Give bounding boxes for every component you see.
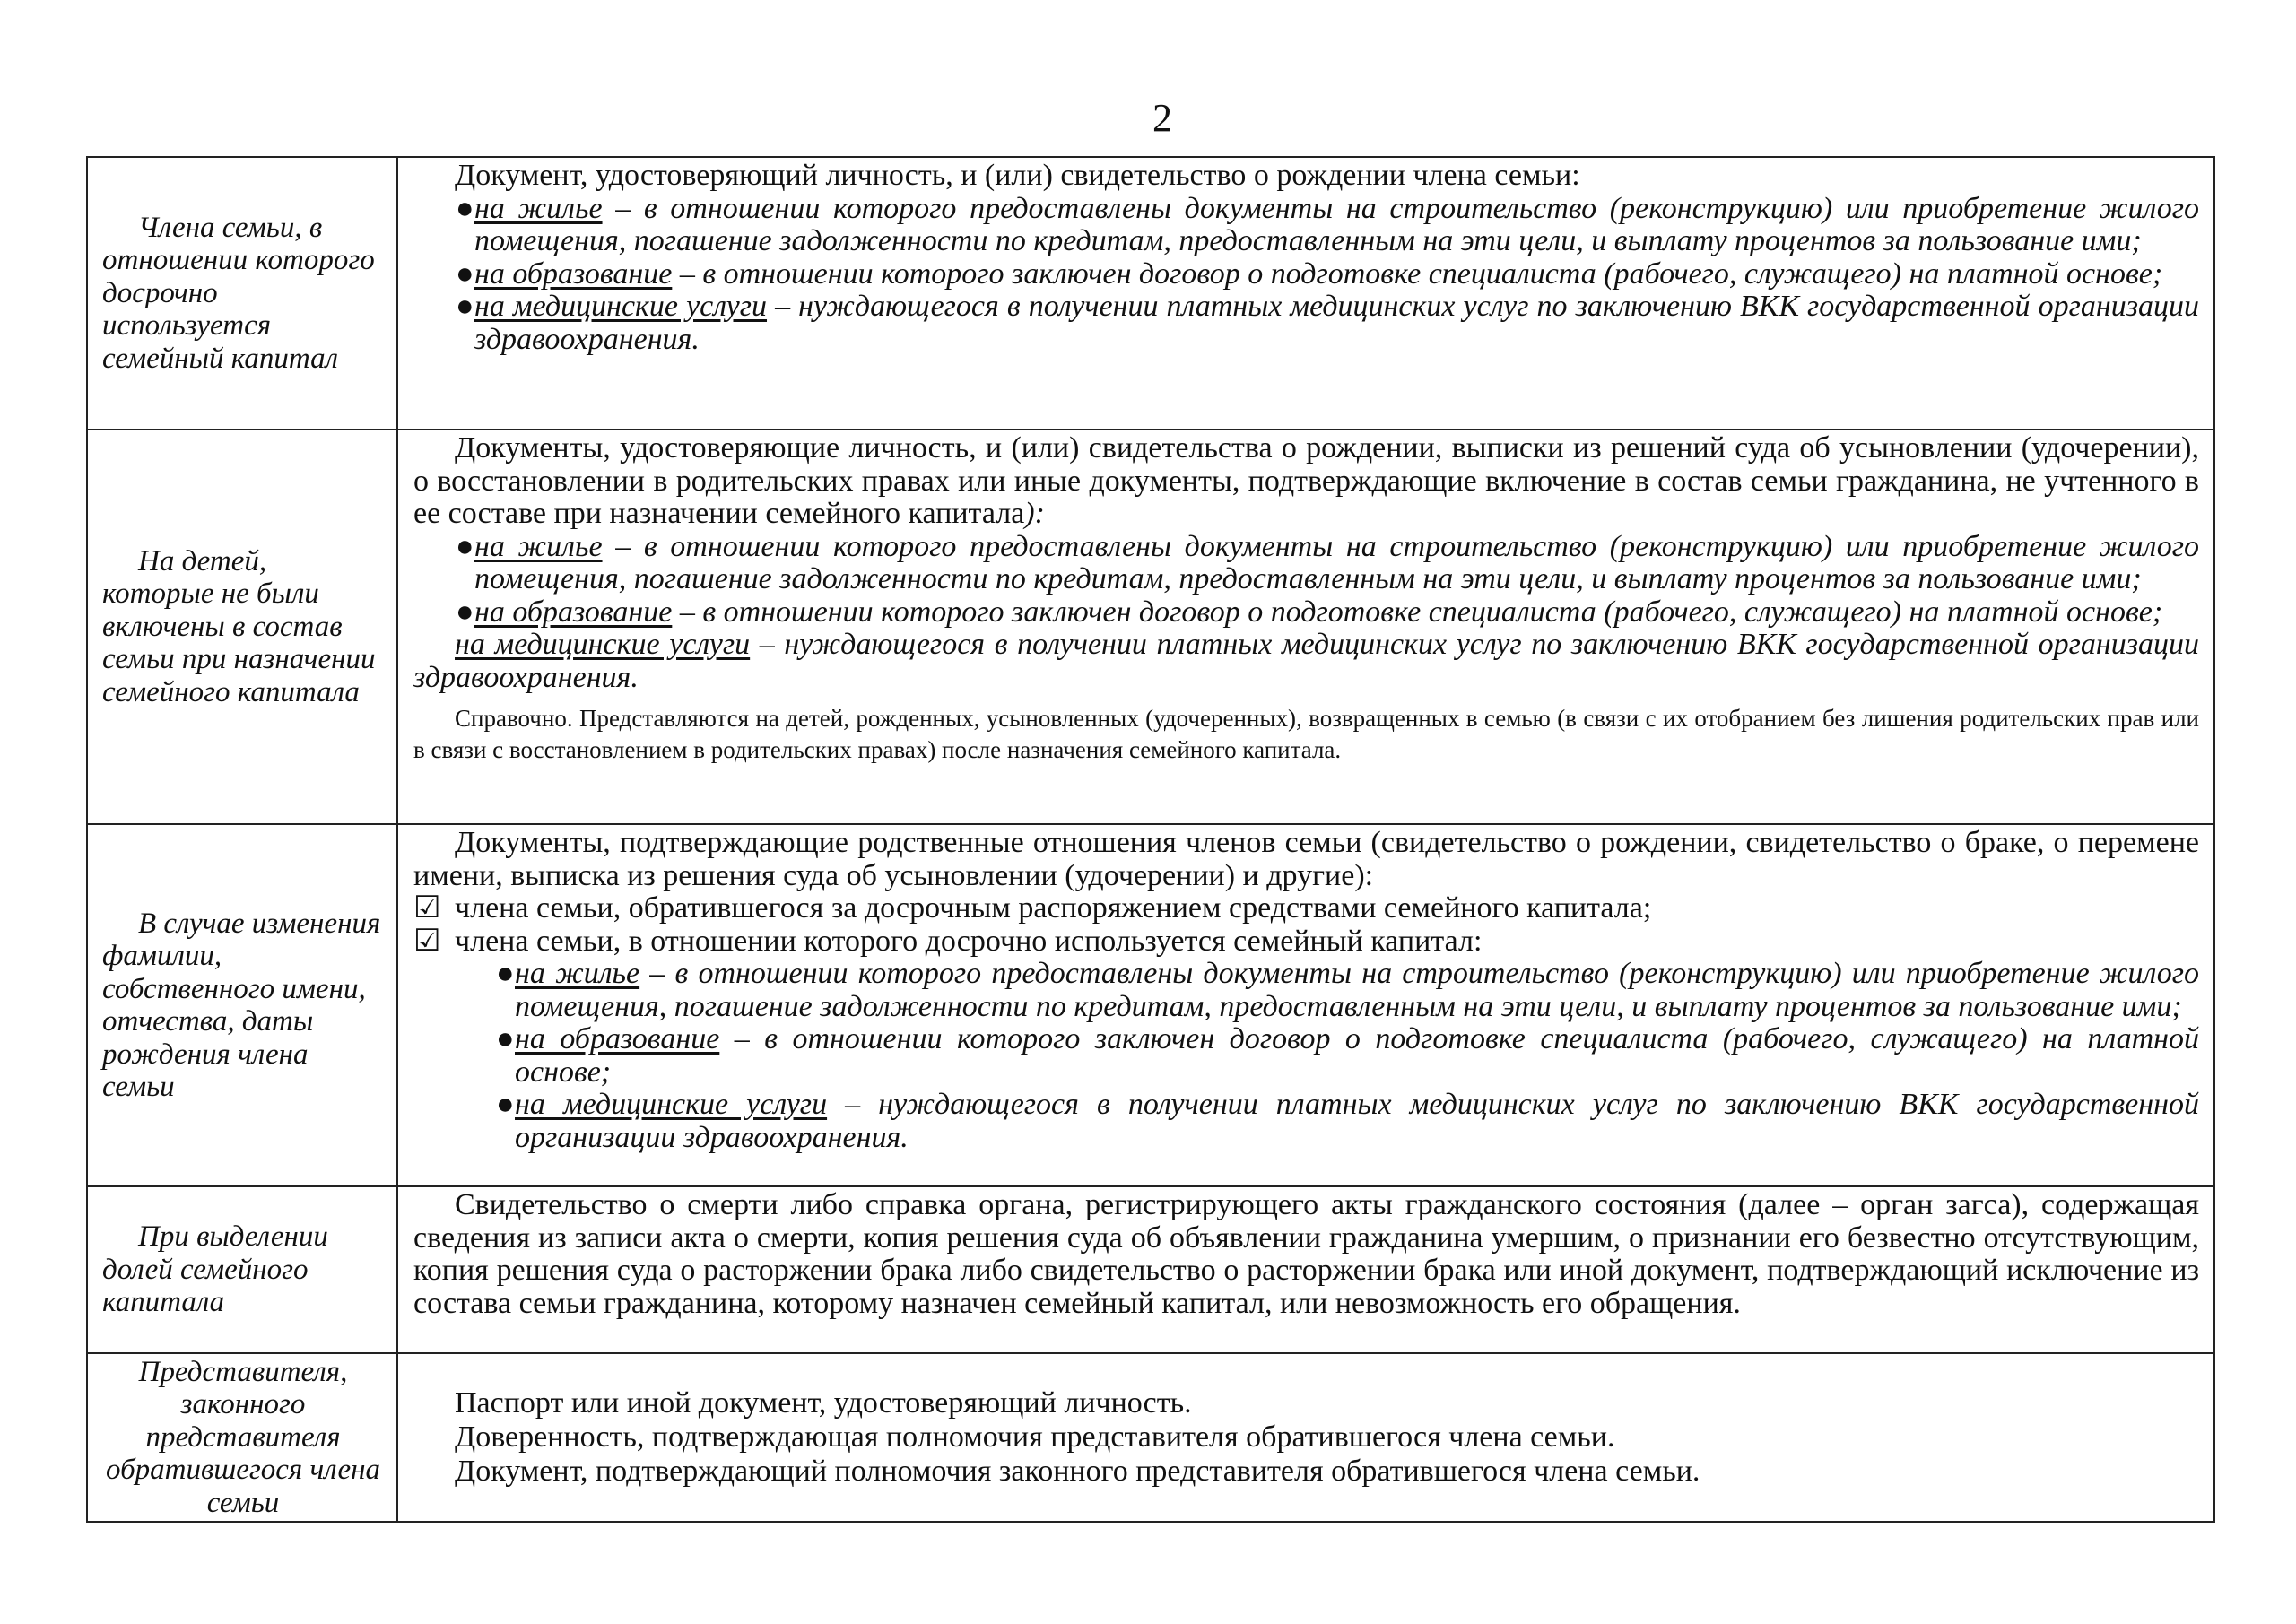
intro-text: Свидетельство о смерти либо справка органа, регистрирующего акты гражданского состояния (далее – орган загса), содержащая сведения из записи акта о смерти, копия решения суда об объявлении гражданина умершим, о признании его безвестно отсутствующим, копия решения суда о расторжении брака либо свидетельство о расторжении брака или иной документ, подтверждающий исключение из состава семьи гражданина, которому назначен семейный капитал, или невозможность его обращения. bbox=[413, 1188, 2199, 1320]
item-term: на медицинские услуги bbox=[515, 1088, 828, 1121]
row-label-cell bbox=[87, 1353, 397, 1522]
row-label-cell bbox=[87, 157, 397, 430]
row-label-cell bbox=[87, 1186, 397, 1353]
intro-end: ): bbox=[1024, 497, 1045, 530]
item-text: – в отношении которого заключен договор о подготовке специалиста (рабочего, служащего) на платной основе; bbox=[672, 256, 2163, 291]
bullet-icon: ● bbox=[496, 1088, 515, 1121]
table-row bbox=[87, 1353, 2214, 1522]
item-text: – в отношении которого предоставлены документы на строительство (реконструкцию) или приобретение жилого помещения, погашение задолженности по кредитам, предоставленным на эти цели, и выплату процентов за пользование ими; bbox=[515, 957, 2199, 1023]
list-item bbox=[413, 958, 2199, 1023]
item-term: на жилье bbox=[515, 957, 640, 990]
intro-text bbox=[413, 432, 2199, 531]
list-item bbox=[413, 258, 2199, 291]
item-term: на жилье bbox=[474, 191, 603, 225]
page-number: 2 bbox=[1152, 96, 1172, 140]
item-term: на жилье bbox=[474, 529, 603, 563]
intro-body: Документы, удостоверяющие личность, и (или) свидетельства о рождении, выписки из решений суда об усыновлении (удочерении), о восстановлении в родительских правах или иные документы, подтверждающие включение в состав семьи гражданина, не учтенного в ее составе при назначении семейного капитала bbox=[413, 431, 2199, 530]
row-label: В случае изменения фамилии, собственного имени, отчества, даты рождения члена семьи bbox=[102, 907, 381, 1103]
checked-item-text: членa семьи, обратившегося за досрочным распоряжением средствами семейного капитала; bbox=[455, 891, 1652, 925]
row-content-cell bbox=[397, 1353, 2214, 1522]
item-text: – нуждающегося в получении платных медицинских услуг по заключению ВКК государственной организации здравоохранения. bbox=[474, 290, 2199, 356]
row-content-cell bbox=[397, 1186, 2214, 1353]
bullet-icon: ● bbox=[456, 595, 474, 629]
checked-item bbox=[413, 925, 2199, 959]
bullet-icon: ● bbox=[496, 957, 515, 990]
item-term: на медицинские услуги bbox=[474, 290, 768, 323]
row-label-cell bbox=[87, 824, 397, 1186]
checkbox-checked-icon: ☑ bbox=[413, 891, 441, 925]
item-text: – в отношении которого заключен договор о подготовке специалиста (рабочего, служащего) на платной основе; bbox=[515, 1022, 2200, 1089]
table-row bbox=[87, 1186, 2214, 1353]
row-content-cell bbox=[397, 430, 2214, 824]
list-item bbox=[413, 1089, 2199, 1154]
bullet-icon: ● bbox=[456, 256, 474, 291]
checkbox-checked-icon: ☑ bbox=[413, 924, 441, 958]
item-term: на медицинские услуги bbox=[455, 628, 751, 661]
checked-item bbox=[413, 892, 2199, 925]
row-label: Представителя, законного представителя обратившегося члена семьи bbox=[106, 1355, 380, 1519]
row-label: Члена семьи, в отношении которого досрочно используется семейный капитал bbox=[102, 211, 375, 375]
item-term: на образование bbox=[474, 256, 673, 291]
row-label: На детей, которые не были включены в состав семьи при назначении семейного капитала bbox=[102, 544, 376, 708]
document-line: Документ, подтверждающий полномочия законного представителя обратившегося члена семьи. bbox=[455, 1455, 1700, 1488]
bullet-icon: ● bbox=[496, 1022, 515, 1055]
document-line: Паспорт или иной документ, удостоверяющий личность. bbox=[455, 1386, 1192, 1420]
item-text: – нуждающегося в получении платных медицинских услуг по заключению ВКК государственной организации здравоохранения. bbox=[515, 1088, 2199, 1154]
table-row bbox=[87, 824, 2214, 1186]
bullet-icon: ● bbox=[456, 290, 474, 323]
bullet-icon: ● bbox=[456, 529, 474, 563]
bullet-icon: ● bbox=[456, 191, 474, 225]
item-text: – в отношении которого предоставлены документы на строительство (реконструкцию) или приобретение жилого помещения, погашение задолженности по кредитам, предоставленным на эти цели, и выплату процентов за пользование ими; bbox=[474, 529, 2199, 595]
item-text: – нуждающегося в получении платных медицинских услуг по заключению ВКК государственной организации здравоохранения. bbox=[413, 628, 2199, 694]
intro-text: Документы, подтверждающие родственные отношения членов семьи (свидетельство о рождении, свидетельство о браке, о перемене имени, выписка из решения суда об усыновлении (удочерении) и другие): bbox=[413, 826, 2199, 892]
row-content-cell bbox=[397, 824, 2214, 1186]
checked-item-text: члена семьи, в отношении которого досрочно используется семейный капитал: bbox=[455, 924, 1483, 958]
row-label-cell bbox=[87, 430, 397, 824]
row-label: При выделении долей семейного капитала bbox=[102, 1220, 328, 1319]
documents-table bbox=[86, 156, 2215, 1523]
row-content-cell bbox=[397, 157, 2214, 430]
item-term: на образование bbox=[474, 595, 673, 629]
table-row bbox=[87, 430, 2214, 824]
list-item bbox=[413, 596, 2199, 630]
item-text: – в отношении которого предоставлены документы на строительство (реконструкцию) или приобретение жилого помещения, погашение задолженности по кредитам, предоставленным на эти цели, и выплату процентов за пользование ими; bbox=[474, 191, 2199, 257]
extra-item bbox=[413, 629, 2199, 694]
intro-text: Документ, удостоверяющий личность, и (или) свидетельство о рождении члена семьи: bbox=[455, 159, 1580, 192]
item-term: на образование bbox=[515, 1022, 720, 1055]
reference-note: Справочно. Представляются на детей, рожденных, усыновленных (удочеренных), возвращенных в семью (в связи с их отобранием без лишения родительских прав или в связи с восстановлением в родительских правах) после назначения семейного капитала. bbox=[413, 705, 2199, 763]
document-line: Доверенность, подтверждающая полномочия представителя обратившегося члена семьи. bbox=[455, 1420, 1615, 1454]
item-text: – в отношении которого заключен договор о подготовке специалиста (рабочего, служащего) на платной основе; bbox=[672, 595, 2163, 629]
list-item bbox=[413, 1023, 2199, 1089]
list-item bbox=[413, 531, 2199, 596]
list-item bbox=[413, 193, 2199, 258]
table-row bbox=[87, 157, 2214, 430]
list-item bbox=[413, 291, 2199, 356]
